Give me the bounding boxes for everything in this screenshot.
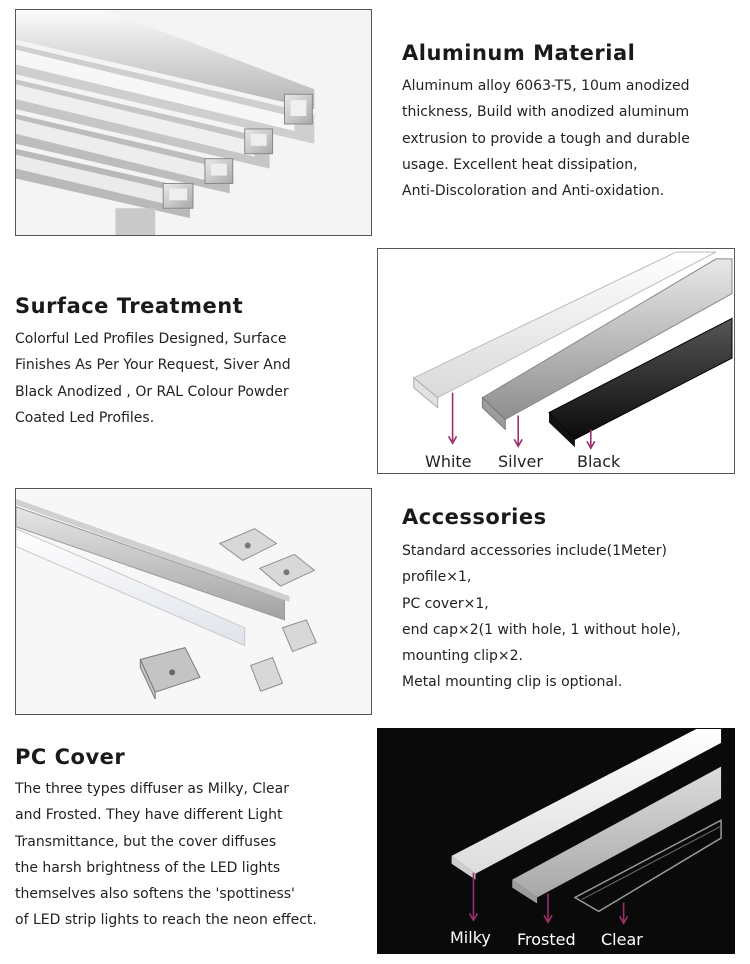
aluminum-material-title: Aluminum Material bbox=[402, 41, 636, 65]
text-line: the harsh brightness of the LED lights bbox=[15, 859, 281, 876]
finish-label-white: White bbox=[425, 452, 472, 471]
text-line: PC cover×1, bbox=[402, 595, 489, 612]
text-line: themselves also softens the 'spottiness' bbox=[15, 886, 295, 903]
cover-label-clear: Clear bbox=[601, 930, 643, 949]
accessories-text bbox=[402, 538, 681, 696]
text-line: Standard accessories include(1Meter) bbox=[402, 543, 667, 559]
pc-cover-title: PC Cover bbox=[15, 745, 126, 769]
surface-finish-photo bbox=[377, 248, 735, 474]
cover-label-milky: Milky bbox=[450, 928, 491, 947]
text-line: Transmittance, but the cover diffuses bbox=[15, 833, 277, 850]
text-line: Black Anodized , Or RAL Colour Powder bbox=[15, 383, 289, 400]
aluminum-material-text bbox=[402, 73, 690, 204]
surface-treatment-text bbox=[15, 326, 291, 431]
text-line: Aluminum alloy 6063-T5, 10um anodized bbox=[402, 78, 690, 94]
text-line: and Frosted. They have different Light bbox=[15, 807, 283, 824]
cover-label-frosted: Frosted bbox=[517, 930, 576, 949]
text-line: profile×1, bbox=[402, 569, 472, 586]
finish-label-silver: Silver bbox=[498, 452, 543, 471]
finish-label-black: Black bbox=[577, 452, 621, 471]
text-line: The three types diffuser as Milky, Clear bbox=[15, 781, 289, 797]
text-line: end cap×2(1 with hole, 1 without hole), bbox=[402, 621, 681, 638]
text-line: Metal mounting clip is optional. bbox=[402, 674, 623, 691]
aluminum-profiles-photo bbox=[15, 9, 372, 236]
text-line: Colorful Led Profiles Designed, Surface bbox=[15, 331, 287, 347]
text-line: thickness, Build with anodized aluminum bbox=[402, 104, 690, 121]
pc-cover-text bbox=[15, 776, 317, 934]
text-line: Anti-Discoloration and Anti-oxidation. bbox=[402, 183, 665, 200]
accessories-title: Accessories bbox=[402, 505, 547, 529]
text-line: usage. Excellent heat dissipation, bbox=[402, 156, 638, 173]
accessories-photo bbox=[15, 488, 372, 715]
text-line: Finishes As Per Your Request, Siver And bbox=[15, 357, 291, 374]
text-line: Coated Led Profiles. bbox=[15, 409, 155, 426]
text-line: of LED strip lights to reach the neon effect. bbox=[15, 912, 317, 929]
text-line: extrusion to provide a tough and durable bbox=[402, 130, 690, 147]
surface-treatment-title: Surface Treatment bbox=[15, 294, 244, 318]
text-line: mounting clip×2. bbox=[402, 648, 523, 665]
pc-cover-photo bbox=[377, 728, 735, 954]
